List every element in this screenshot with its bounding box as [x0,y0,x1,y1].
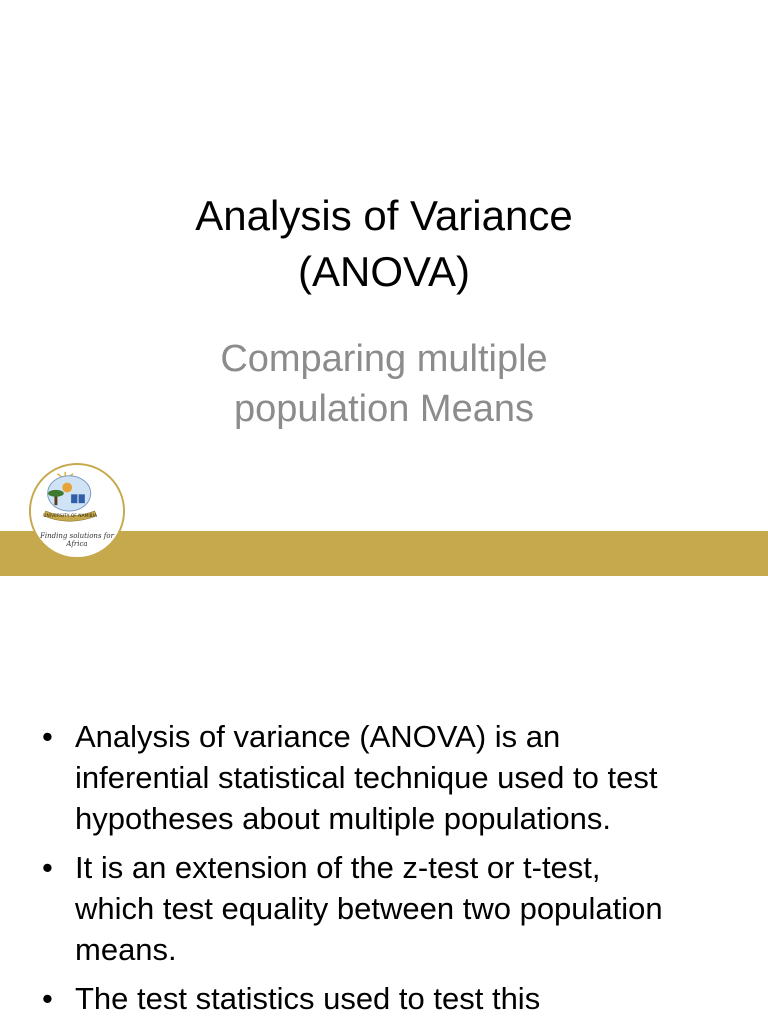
bullet-line: inferential statistical technique used to test [75,760,658,795]
bullet-line: hypotheses about multiple populations. [75,801,611,836]
bullet-line: The test statistics used to test this [75,981,541,1016]
bullet-item [0,847,768,970]
bullet-line: which test equality between two population [75,891,663,926]
bullet-icon: • [42,981,53,1016]
logo-banner-text: UNIVERSITY OF NAMIBIA [43,513,97,519]
content-slide [0,576,768,1024]
bullet-line: means. [75,932,177,967]
logo-tagline: Finding solutions for Africa [40,532,114,548]
bullet-line: Analysis of variance (ANOVA) is an [75,719,561,754]
bullet-text [75,978,738,1019]
bullet-item [0,978,768,1019]
bullet-icon: • [42,850,53,885]
slide-subtitle [0,334,768,434]
bullet-list [0,716,768,1027]
bullet-icon: • [42,719,53,754]
bullet-line: It is an extension of the z-test or t-test, [75,850,601,885]
title-line-2: (ANOVA) [298,248,470,295]
bullet-text [75,847,738,970]
subtitle-line-1: Comparing multiple [220,338,548,380]
bullet-item [0,716,768,839]
subtitle-line-2: population Means [234,388,534,430]
bullet-text [75,716,738,839]
title-line-1: Analysis of Variance [195,192,573,239]
slide-title [0,188,768,300]
